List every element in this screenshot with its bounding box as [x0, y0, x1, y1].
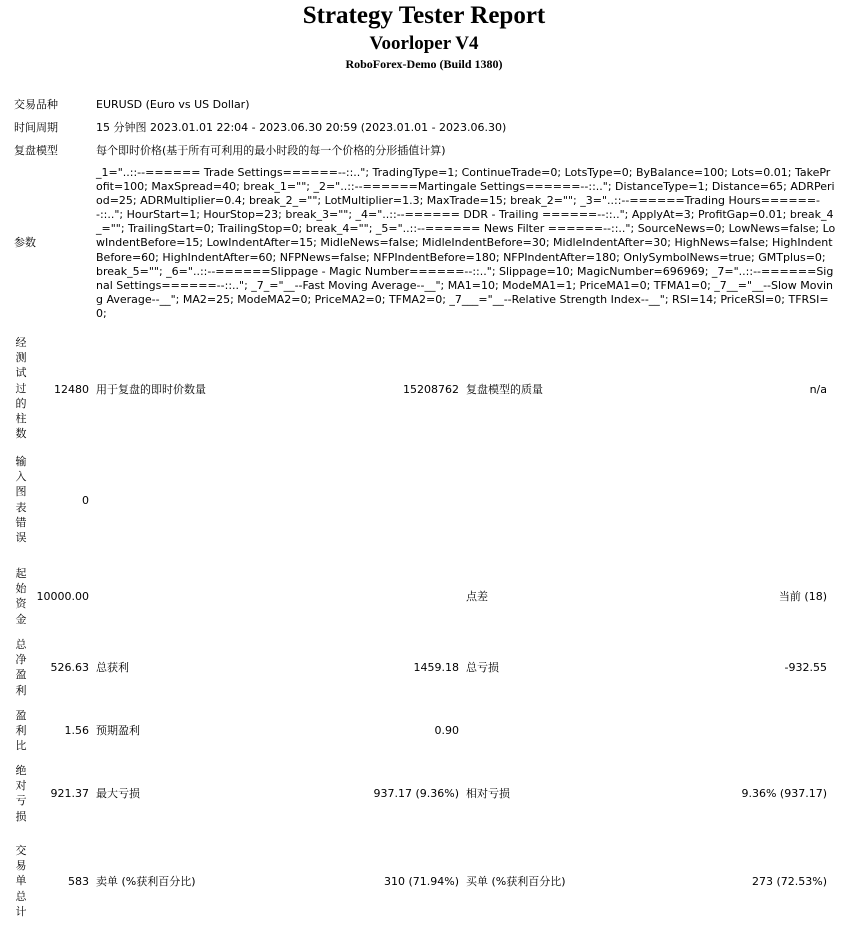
- profit-factor-label: 盈利比: [15, 709, 27, 753]
- model-label: 复盘模型: [14, 144, 58, 157]
- relative-drawdown-label: 相对亏损: [466, 787, 510, 800]
- absolute-drawdown-value: 921.37: [50, 787, 89, 800]
- ticks-value: 15208762: [403, 383, 459, 396]
- errors-value: 0: [82, 494, 89, 507]
- quality-value: n/a: [809, 383, 827, 396]
- params-label: 参数: [14, 236, 36, 249]
- net-profit-value: 526.63: [50, 661, 89, 674]
- expected-payoff-value: 0.90: [434, 724, 459, 737]
- gross-loss-label: 总亏损: [466, 661, 499, 674]
- symbol-value: EURUSD (Euro vs US Dollar): [96, 98, 250, 111]
- spread-value: 当前 (18): [778, 590, 827, 603]
- gross-profit-value: 1459.18: [413, 661, 459, 674]
- net-profit-label: 总净盈利: [15, 638, 27, 697]
- deposit-label: 起始资金: [15, 567, 27, 626]
- period-value: 15 分钟图 2023.01.01 22:04 - 2023.06.30 20:59 (2023.01.01 - 2023.06.30): [96, 121, 507, 134]
- report-title: Strategy Tester Report: [302, 2, 546, 29]
- params-value: _1="..::--====== Trade Settings======--::.."; TradingType=1; ContinueTrade=0; LotsType=0; ByBalance=100; Lots=0.01; TakeProfit=100; MaxSpread=40; break_1=""; _2="..::--======Martingale Settings======--::.."; DistanceType=1; Distance=65; ADRPeriod=25; ADRMultiplier=0.4; break_2_=""; LotMultiplier=1.3; MaxTrade=15; break_2=""; _3="..::--======Trading Hours======--::.."; HourStart=1; HourStop=23; break_3=""; _4="..::--====== DDR - Trailing ======--::.."; ApplyAt=3; ProfitGap=0.01; break_4_=""; TrailingStart=0; TrailingStop=0; break_4=""; _5="..::--====== News Filter ======--::.."; SourceNews=0; LowNews=false; LowIndentBefore=15; LowIndentAfter=15; MidleNews=false; MidleIndentBefore=30; MidleIndentAfter=30; HighNews=false; HighIndentBefore=60; HighIndentAfter=60; NFPNews=false; NFPIndentBefore=180; NFPIndentAfter=180; OnlySymbolNews=true; GMTplus=0; break_5=""; _6="..::--======Slippage - Magic Number======--::.."; Slippage=10; MagicNumber=696969; _7="..::--======Signal Settings======--::.."; _7_="__--Fast Moving Average--__"; MA1=10; ModeMA1=1; PriceMA1=0; TFMA1=0; _7__="__--Slow Moving Average--__"; MA2=25; ModeMA2=0; PriceMA2=0; TFMA2=0; _7___="__--Relative Strength Index--__"; RSI=14; PriceRSI=0; TFRSI=0;: [96, 166, 836, 320]
- max-drawdown-label: 最大亏损: [96, 787, 140, 800]
- server-build: RoboForex-Demo (Build 1380): [345, 57, 503, 71]
- period-label: 时间周期: [14, 121, 58, 134]
- total-trades-label: 交易单总计: [15, 844, 27, 918]
- total-trades-value: 583: [68, 875, 89, 888]
- bars-label: 经测试过的柱数: [15, 336, 27, 441]
- deposit-value: 10000.00: [36, 590, 89, 603]
- expected-payoff-label: 预期盈利: [96, 724, 140, 737]
- symbol-label: 交易品种: [14, 98, 58, 111]
- spread-label: 点差: [466, 590, 488, 603]
- long-positions-value: 273 (72.53%): [751, 875, 827, 888]
- quality-label: 复盘模型的质量: [466, 383, 543, 396]
- bars-value: 12480: [54, 383, 89, 396]
- relative-drawdown-value: 9.36% (937.17): [741, 787, 827, 800]
- gross-profit-label: 总获利: [96, 661, 129, 674]
- short-positions-label: 卖单 (%获利百分比): [96, 875, 196, 888]
- gross-loss-value: -932.55: [784, 661, 827, 674]
- model-value: 每个即时价格(基于所有可利用的最小时段的每一个价格的分形插值计算): [96, 144, 446, 157]
- max-drawdown-value: 937.17 (9.36%): [373, 787, 459, 800]
- short-positions-value: 310 (71.94%): [383, 875, 459, 888]
- expert-name: Voorloper V4: [369, 33, 479, 54]
- long-positions-label: 买单 (%获利百分比): [466, 875, 566, 888]
- ticks-label: 用于复盘的即时价数量: [96, 383, 206, 396]
- profit-factor-value: 1.56: [64, 724, 89, 737]
- absolute-drawdown-label: 绝对亏损: [15, 764, 27, 823]
- errors-label: 输入图表错误: [15, 455, 27, 545]
